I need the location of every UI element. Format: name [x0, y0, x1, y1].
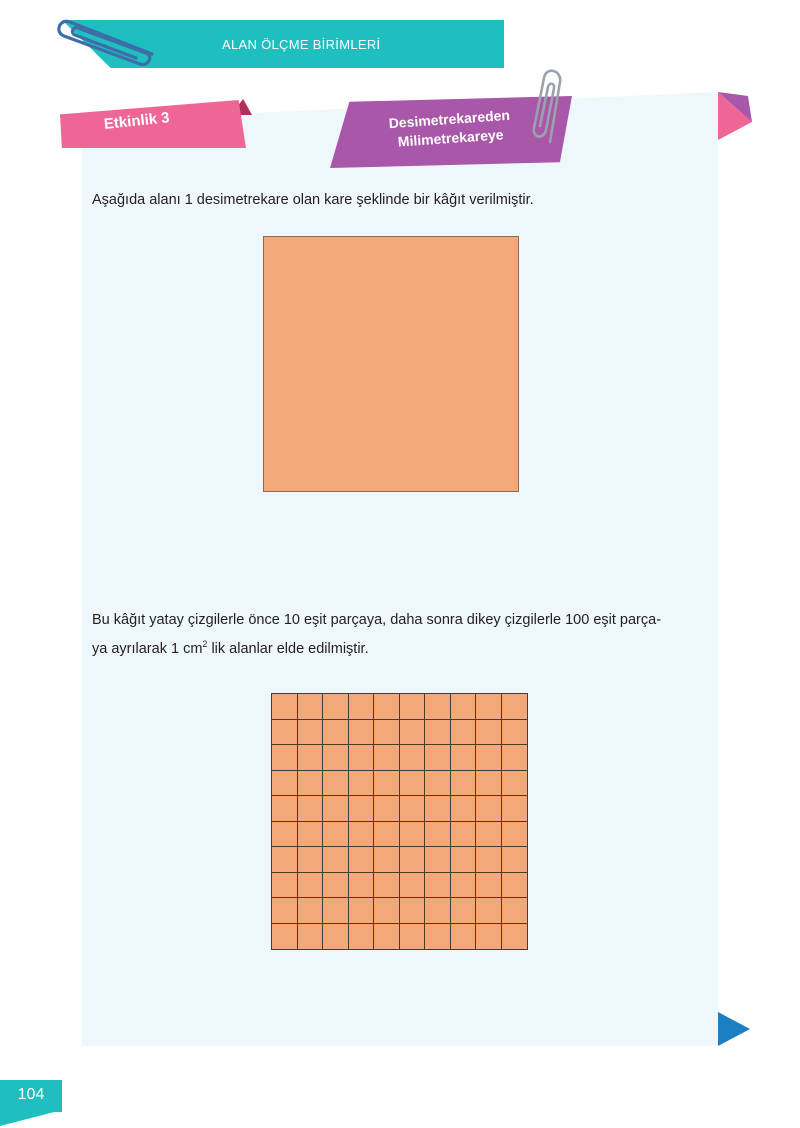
paperclip-icon	[528, 68, 568, 146]
grid-cell	[374, 924, 400, 950]
grid-cell	[476, 898, 502, 924]
grid-cell	[374, 745, 400, 771]
grid-cell	[451, 898, 477, 924]
grid-cell	[298, 745, 324, 771]
page-number: 104	[17, 1086, 45, 1103]
grid-cell	[502, 745, 528, 771]
grid-cell	[349, 694, 375, 720]
grid-cell	[272, 796, 298, 822]
grid-cell	[400, 694, 426, 720]
grid-cell	[425, 847, 451, 873]
grid-cell	[374, 898, 400, 924]
square-paper-figure	[263, 236, 519, 492]
text-before-unit: ya ayrılarak 1 cm	[92, 640, 203, 657]
grid-cell	[425, 745, 451, 771]
grid-cell	[476, 822, 502, 848]
grid-cell	[298, 822, 324, 848]
grid-cell	[425, 771, 451, 797]
grid-cell	[400, 720, 426, 746]
grid-cell	[298, 771, 324, 797]
grid-cell	[349, 924, 375, 950]
grid-cell	[451, 694, 477, 720]
grid-cell	[272, 771, 298, 797]
grid-cell	[272, 745, 298, 771]
paperclip-icon	[56, 14, 160, 66]
grid-cell	[272, 898, 298, 924]
grid-cell	[374, 771, 400, 797]
grid-cell	[476, 771, 502, 797]
grid-cell	[374, 720, 400, 746]
grid-cell	[323, 822, 349, 848]
grid-cell	[400, 796, 426, 822]
grid-cell	[425, 694, 451, 720]
grid-cell	[502, 771, 528, 797]
grid-cell	[323, 873, 349, 899]
grid-cell	[298, 694, 324, 720]
grid-cell	[298, 847, 324, 873]
grid-cell	[374, 822, 400, 848]
grid-cell	[272, 694, 298, 720]
grid-cell	[349, 822, 375, 848]
grid-cell	[476, 924, 502, 950]
grid-cell	[323, 720, 349, 746]
grid-cell	[272, 822, 298, 848]
grid-cell	[400, 924, 426, 950]
header-title: ALAN ÖLÇME BİRİMLERİ	[222, 37, 381, 52]
grid-cell	[451, 847, 477, 873]
grid-cell	[272, 873, 298, 899]
grid-cell	[476, 720, 502, 746]
grid-cell	[476, 796, 502, 822]
paragraph-line-2	[92, 632, 716, 661]
grid-cell	[298, 796, 324, 822]
grid-cell	[349, 771, 375, 797]
grid-cell	[451, 873, 477, 899]
grid-cell	[400, 745, 426, 771]
grid-cell	[349, 745, 375, 771]
grid-cell	[502, 796, 528, 822]
topic-title-line2: Milimetrekareye	[397, 126, 504, 150]
grid-cell	[400, 822, 426, 848]
grid-figure	[271, 693, 528, 950]
grid-cell	[425, 796, 451, 822]
grid-cell	[323, 898, 349, 924]
paragraph-intro: Aşağıda alanı 1 desimetrekare olan kare şeklinde bir kâğıt verilmiştir.	[92, 192, 534, 208]
grid-cell	[374, 796, 400, 822]
paragraph-explanation	[92, 608, 716, 661]
grid-cell	[349, 796, 375, 822]
grid-cell	[476, 745, 502, 771]
grid-cell	[476, 847, 502, 873]
grid-cell	[425, 822, 451, 848]
grid-cell	[425, 873, 451, 899]
grid-cell	[349, 847, 375, 873]
grid-cell	[349, 720, 375, 746]
next-arrow-icon[interactable]	[718, 1012, 750, 1046]
corner-fold-decoration	[718, 92, 752, 140]
grid-cell	[502, 873, 528, 899]
grid-cell	[323, 771, 349, 797]
grid-cell	[400, 771, 426, 797]
grid-cell	[502, 847, 528, 873]
topic-title-line1: Desimetrekareden	[388, 106, 511, 132]
grid-cell	[425, 720, 451, 746]
grid-cell	[451, 720, 477, 746]
grid-cell	[451, 822, 477, 848]
grid-cell	[502, 720, 528, 746]
grid-cell	[349, 873, 375, 899]
grid-cell	[451, 771, 477, 797]
grid-cell	[374, 873, 400, 899]
grid-cell	[502, 898, 528, 924]
paragraph-line-1: Bu kâğıt yatay çizgilerle önce 10 eşit parçaya, daha sonra dikey çizgilerle 100 eşit parça-	[92, 612, 662, 628]
grid-cell	[400, 898, 426, 924]
unit-exponent: 2	[202, 639, 208, 649]
grid-cell	[323, 745, 349, 771]
grid-cell	[323, 847, 349, 873]
grid-cell	[400, 847, 426, 873]
grid-cell	[323, 694, 349, 720]
grid-cell	[476, 873, 502, 899]
grid-cell	[298, 898, 324, 924]
grid-cell	[298, 924, 324, 950]
grid-cell	[298, 873, 324, 899]
text-after-unit: lik alanlar elde edilmiştir.	[207, 640, 369, 657]
grid-cell	[502, 694, 528, 720]
grid-cell	[425, 898, 451, 924]
grid-cell	[374, 694, 400, 720]
grid-cell	[502, 924, 528, 950]
grid-cell	[272, 847, 298, 873]
grid-cell	[451, 796, 477, 822]
grid-cell	[323, 924, 349, 950]
grid-cell	[323, 796, 349, 822]
grid-cell	[476, 694, 502, 720]
grid-cell	[451, 924, 477, 950]
grid-cell	[272, 924, 298, 950]
grid-cell	[425, 924, 451, 950]
activity-label: Etkinlik 3	[103, 109, 171, 133]
grid-cell	[298, 720, 324, 746]
grid-cell	[374, 847, 400, 873]
grid-cell	[349, 898, 375, 924]
grid-cell	[272, 720, 298, 746]
grid-cell	[400, 873, 426, 899]
grid-cell	[502, 822, 528, 848]
grid-cell	[451, 745, 477, 771]
page-number-tab-tail	[0, 1110, 62, 1126]
